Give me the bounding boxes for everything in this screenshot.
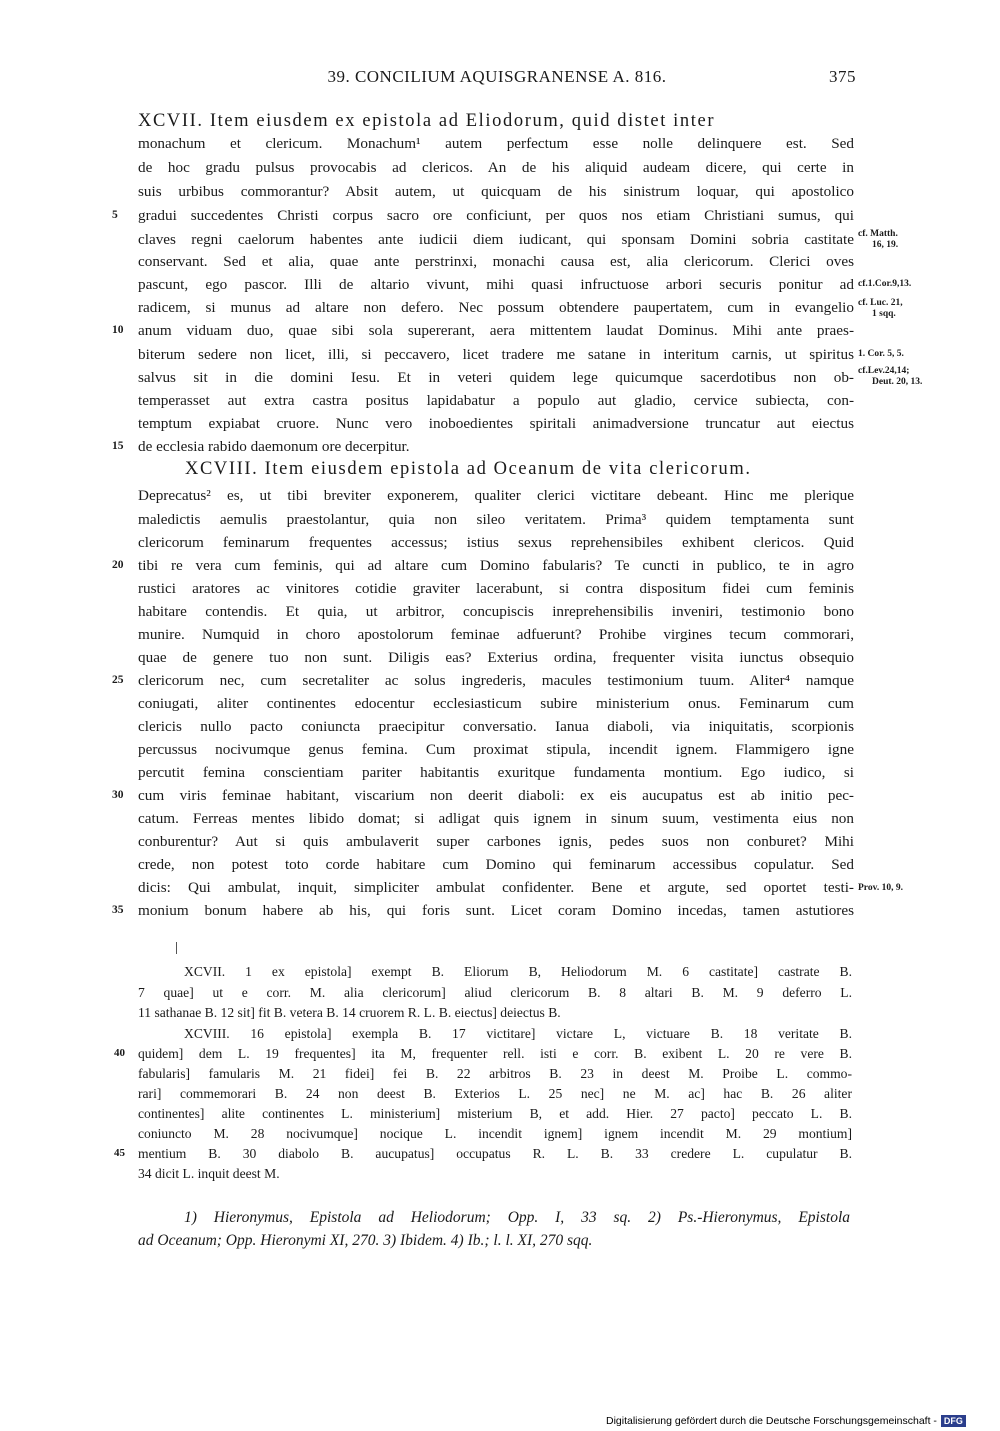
apparatus-line: XCVIII. 16 epistola] exempla B. 17 victitare] victare L, victuare B. 18 veritate B. [184, 1026, 852, 1041]
margin-reference-text: Prov. 10, 9. [858, 883, 903, 893]
text-line: quae de genere tuo non sunt. Diligis eas? Exterius ordina, frequenter visita iunctus obsequio [138, 649, 854, 666]
text-line: conburentur? Aut si quis ambulaverit super carbones ignis, pedes suos non conburet? Mihi [138, 833, 854, 850]
running-head [138, 67, 856, 89]
margin-reference-text: cf. Matth. [858, 229, 898, 239]
text-line: clericis nullo pacto coniuncta praecipitur conversatio. Ianua diaboli, via iniquitatis, scorpionis [138, 718, 854, 735]
text-line: salvus sit in die domini Iesu. Et in veteri quidem lege quicumque sacerdotibus non ob- [138, 369, 854, 386]
text-line: gradui succedentes Christi corpus sacro ore conficiunt, per quos nos etiam Christiani sumus, qui [138, 207, 854, 224]
digitization-credit-text: Digitalisierung gefördert durch die Deutsche Forschungsgemeinschaft - [606, 1415, 937, 1427]
text-line: dicis: Qui ambulat, inquit, simpliciter ambulat confidenter. Bene et argute, sed oportet testi- [138, 879, 854, 896]
text-line: tibi re vera cum feminis, qui ad altare cum Domino fabularis? Te cuncti in publico, te in agro [138, 557, 854, 574]
text-line: de hoc gradu pulsus provocabis ad clericos. An de his aliquid audeam dicere, qui certe in [138, 159, 854, 176]
margin-reference [858, 279, 938, 290]
apparatus-line: mentium B. 30 diabolo B. aucupatus] occupatus R. L. B. 33 credere L. cupulatur B. [138, 1146, 852, 1161]
text-line: radicem, si munus ad altare non defero. Nec possum obtendere paupertatem, cum in evangelio [138, 299, 854, 316]
text-line: suis urbibus commorantur? Absit autem, ut quicquam de his sinistrum loquar, qui apostolico [138, 183, 854, 200]
footnote-line: 1) Hieronymus, Epistola ad Heliodorum; Opp. I, 33 sq. 2) Ps.-Hieronymus, Epistola [184, 1209, 850, 1226]
text-line: conservant. Sed et alia, quae ante perstrinxi, monachi causa est, alia clericorum. Clerici oves [138, 253, 854, 270]
line-number: 35 [112, 904, 124, 916]
page-number: 375 [829, 67, 856, 86]
margin-reference [858, 349, 938, 360]
line-number: 15 [112, 440, 124, 452]
line-number: 20 [112, 559, 124, 571]
section-heading-xcviii: XCVIII. Item eiusdem epistola ad Oceanum de vita clericorum. [185, 459, 752, 479]
margin-reference-text: 1 sqq. [872, 309, 896, 319]
margin-reference [858, 883, 938, 894]
apparatus-line: 7 quae] ut e corr. M. alia clericorum] aliud clericorum B. 8 altari B. M. 9 deferro L. [138, 985, 852, 1000]
text-line: temptum expiabat cruore. Nunc vero inoboedientes spiritali animadversione truncatur aut eiectus [138, 415, 854, 432]
margin-reference-text: 1. Cor. 5, 5. [858, 349, 904, 359]
text-line: coniugati, aliter continentes edocentur ecclesiasticum subire ministerium onus. Feminarum cum [138, 695, 854, 712]
text-line: catum. Ferreas mentes libido domat; si adligat quis ignem in sinum suum, vestimenta eius non [138, 810, 854, 827]
text-line: Deprecatus² es, ut tibi breviter exponerem, qualiter clerici victitare debeant. Hinc me plerique [138, 487, 854, 504]
line-number: 25 [112, 674, 124, 686]
line-number: 45 [114, 1147, 125, 1159]
text-line: clericorum nec, cum secretaliter ac solus ingrederis, macules testimonium tuum. Aliter⁴ namque [138, 672, 854, 689]
apparatus-line: fabularis] famularis M. 21 fidei] fei B. 22 arbitros B. 23 in deest M. Proibe L. commo- [138, 1066, 852, 1081]
text-line: temperasset aut extra castra positus lapidabatur a populo aut gladio, cervice subiecta, con- [138, 392, 854, 409]
text-line: rustici aratores ac vinitores cotidie graviter lacerabunt, si contra dispositum fidei cum feminis [138, 580, 854, 597]
margin-reference-text: cf.Lev.24,14; [858, 366, 910, 376]
apparatus-line: rari] commemorari B. 24 non deest B. Exterios L. 25 nec] ne M. ac] hac B. 26 aliter [138, 1086, 852, 1101]
text-line: biterum sedere non licet, illi, si peccavero, licet tradere me satane in interitum carnis, ut spiritus [138, 346, 854, 363]
margin-reference [858, 366, 938, 388]
line-number: 10 [112, 324, 124, 336]
margin-reference-text: 16, 19. [872, 240, 899, 250]
text-line: habitare contendis. Et quia, ut arbitror, concupiscis inreprehensibilis inveniri, testimonio bono [138, 603, 854, 620]
running-head-title: 39. CONCILIUM AQUISGRANENSE A. 816. [327, 67, 667, 86]
apparatus-line: 11 sathanae B. 12 sit] fit B. vetera B. 14 cruorem R. L. B. eiectus] deiectus B. [138, 1005, 561, 1020]
section-heading-xcvii: XCVII. Item eiusdem ex epistola ad Eliodorum, quid distet inter [138, 111, 716, 131]
text-line: munire. Numquid in choro apostolorum feminae adfuerunt? Prohibe virgines tecum commorari, [138, 626, 854, 643]
text-line: crede, non potest toto corde habitare cum Domino qui feminarum accessibus copulatur. Sed [138, 856, 854, 873]
text-line: maledictis aemulis praestolantur, quia non sileo veritatem. Prima³ quidem temptamenta sunt [138, 511, 854, 528]
text-line: cum viris feminae habitant, viscarium non deerit diaboli: ex eis aucupatus est ab initio pec- [138, 787, 854, 804]
footnote-line: ad Oceanum; Opp. Hieronymi XI, 270. 3) Ibidem. 4) Ib.; l. l. XI, 270 sqq. [138, 1232, 593, 1249]
line-number: 5 [112, 209, 118, 221]
margin-reference [858, 229, 938, 251]
text-line: anum viduam duo, quae sibi sola supererant, aera mittentem laudat Dominus. Mihi ante praes- [138, 322, 854, 339]
apparatus-line: 34 dicit L. inquit deest M. [138, 1166, 280, 1181]
text-line: percussus nocivumque genus femina. Cum proximat stipula, incendit ignem. Flammigero igne [138, 741, 854, 758]
text-line: clericorum feminarum frequentes accessus; istius sexus reprehensibiles exhibent clericos. Quid [138, 534, 854, 551]
text-line: pascunt, ego pascor. Illi de altario vivunt, mihi quasi infructuose arbori securis ponitur ad [138, 276, 854, 293]
apparatus-line: continentes] alite continentes L. ministerium] misterium B, et add. Hier. 27 pacto] peccato L. B. [138, 1106, 852, 1121]
margin-reference-text: cf. Luc. 21, [858, 298, 903, 308]
line-number: 40 [114, 1047, 125, 1059]
digitization-credit [606, 1413, 966, 1429]
text-line: percutit femina conscientiam pariter habitantis exuritque fundamenta montium. Ego iudico, si [138, 764, 854, 781]
margin-reference-text: cf.1.Cor.9,13. [858, 279, 912, 289]
margin-reference-text: Deut. 20, 13. [872, 377, 923, 387]
text-line: de ecclesia rabido daemonum ore decerpitur. [138, 438, 410, 455]
apparatus-line: coniuncto M. 28 nocivumque] nocique L. incendit ignem] ignem incendit M. 29 montium] [138, 1126, 852, 1141]
text-line: claves regni caelorum habentes ante iudicii diem iudicant, qui sponsam Domini sobria castitate [138, 231, 854, 248]
margin-reference [858, 298, 938, 320]
dfg-logo: DFG [941, 1415, 966, 1427]
text-line: monachum et clericum. Monachum¹ autem perfectum esse nolle delinquere est. Sed [138, 135, 854, 152]
text-line: monium bonum habere ab his, qui foris sunt. Licet coram Domino incedas, tamen astutiores [138, 902, 854, 919]
apparatus-line: quidem] dem L. 19 frequentes] ita M, frequenter rell. isti e corr. B. exibent L. 20 re vere B. [138, 1046, 852, 1061]
line-number: 30 [112, 789, 124, 801]
apparatus-line: XCVII. 1 ex epistola] exempt B. Eliorum B, Heliodorum M. 6 castitate] castrate B. [184, 964, 852, 979]
apparatus-divider [176, 942, 178, 954]
